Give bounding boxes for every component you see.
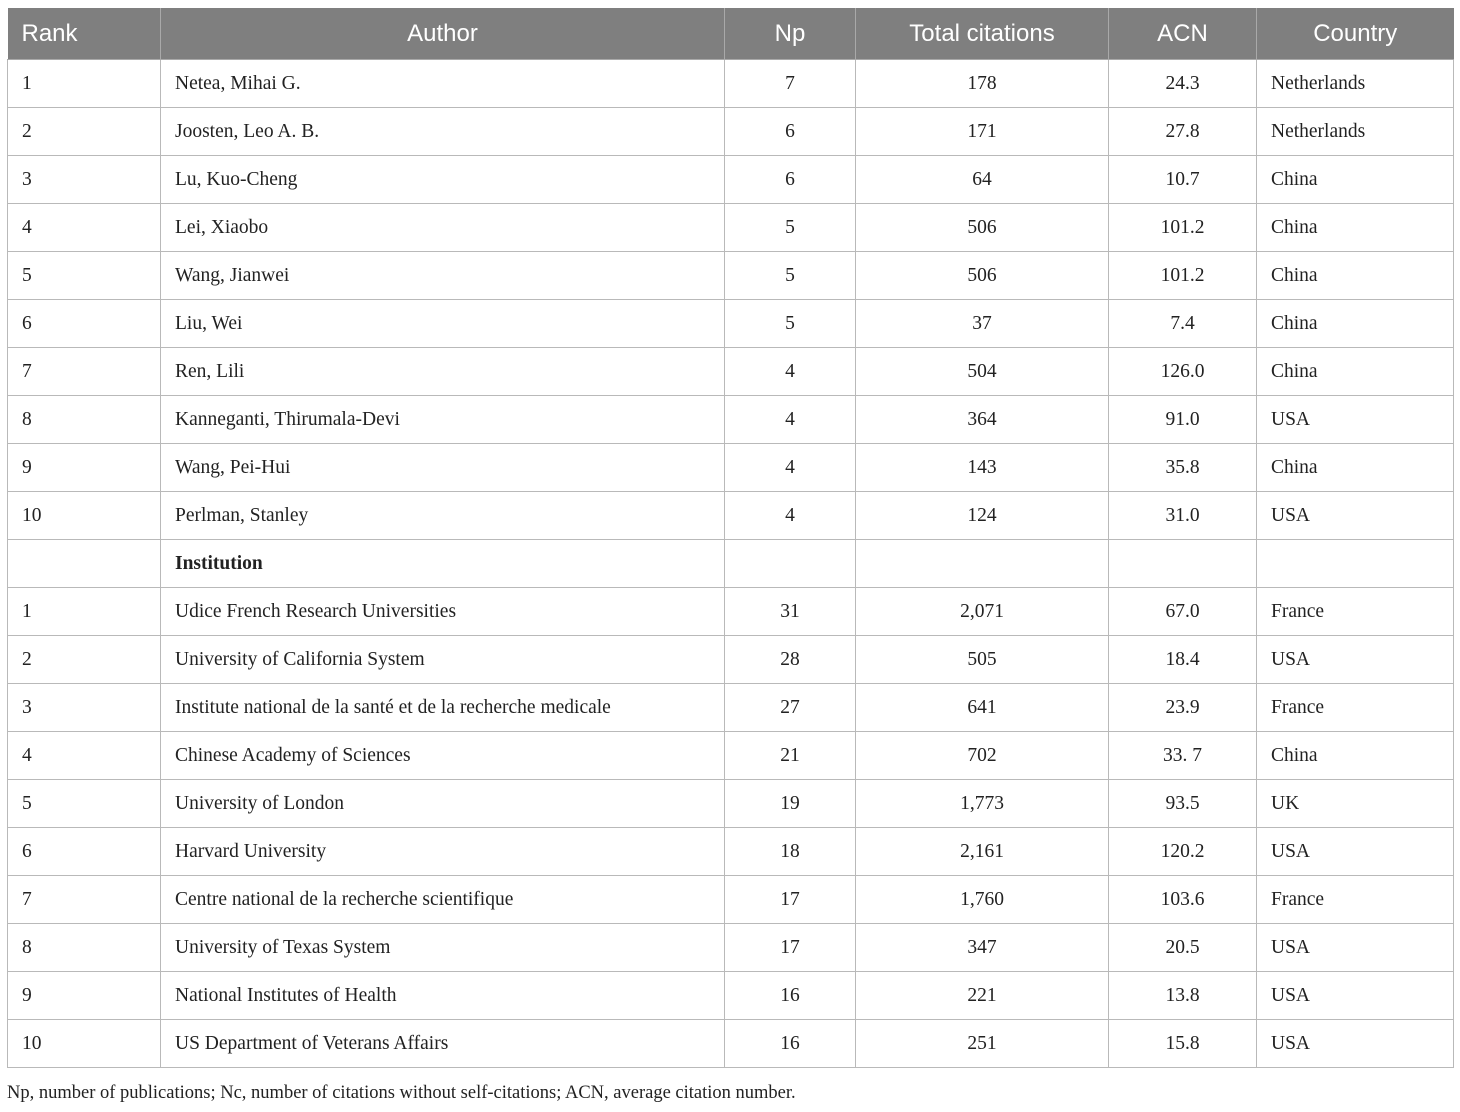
cell-name: Harvard University (161, 828, 725, 876)
institution-row (8, 828, 1454, 876)
cell-rank: 6 (8, 828, 161, 876)
cell-country: China (1257, 252, 1454, 300)
cell-acn: 103.6 (1109, 876, 1257, 924)
cell-acn: 33. 7 (1109, 732, 1257, 780)
section-empty-cell (1109, 540, 1257, 588)
cell-total-citations: 505 (856, 636, 1109, 684)
cell-name: University of London (161, 780, 725, 828)
cell-name: Lu, Kuo-Cheng (161, 156, 725, 204)
cell-total-citations: 364 (856, 396, 1109, 444)
cell-name: Joosten, Leo A. B. (161, 108, 725, 156)
cell-np: 4 (725, 492, 856, 540)
author-row (8, 156, 1454, 204)
cell-np: 18 (725, 828, 856, 876)
cell-name: Lei, Xiaobo (161, 204, 725, 252)
cell-acn: 101.2 (1109, 252, 1257, 300)
cell-name: Wang, Jianwei (161, 252, 725, 300)
section-label-institution: Institution (161, 540, 725, 588)
cell-acn: 126.0 (1109, 348, 1257, 396)
cell-country: China (1257, 732, 1454, 780)
cell-rank: 10 (8, 492, 161, 540)
header-total-citations: Total citations (856, 8, 1109, 60)
institution-row (8, 588, 1454, 636)
header-row (8, 8, 1454, 60)
cell-name: Udice French Research Universities (161, 588, 725, 636)
cell-name: University of California System (161, 636, 725, 684)
cell-np: 31 (725, 588, 856, 636)
section-empty-cell (8, 540, 161, 588)
cell-country: Netherlands (1257, 108, 1454, 156)
cell-country: UK (1257, 780, 1454, 828)
cell-rank: 10 (8, 1020, 161, 1068)
cell-total-citations: 506 (856, 204, 1109, 252)
cell-acn: 91.0 (1109, 396, 1257, 444)
institution-row (8, 732, 1454, 780)
cell-country: China (1257, 348, 1454, 396)
author-row (8, 348, 1454, 396)
cell-country: France (1257, 588, 1454, 636)
cell-acn: 31.0 (1109, 492, 1257, 540)
cell-name: Liu, Wei (161, 300, 725, 348)
cell-total-citations: 641 (856, 684, 1109, 732)
header-author: Author (161, 8, 725, 60)
cell-np: 16 (725, 972, 856, 1020)
cell-total-citations: 2,071 (856, 588, 1109, 636)
cell-acn: 35.8 (1109, 444, 1257, 492)
cell-acn: 67.0 (1109, 588, 1257, 636)
cell-rank: 1 (8, 588, 161, 636)
cell-np: 7 (725, 60, 856, 108)
cell-total-citations: 37 (856, 300, 1109, 348)
cell-country: China (1257, 156, 1454, 204)
cell-np: 27 (725, 684, 856, 732)
cell-name: Wang, Pei-Hui (161, 444, 725, 492)
author-row (8, 396, 1454, 444)
cell-rank: 8 (8, 924, 161, 972)
cell-acn: 10.7 (1109, 156, 1257, 204)
cell-name: Institute national de la santé et de la recherche medicale (161, 684, 725, 732)
cell-rank: 1 (8, 60, 161, 108)
cell-country: China (1257, 444, 1454, 492)
cell-name: US Department of Veterans Affairs (161, 1020, 725, 1068)
cell-np: 17 (725, 924, 856, 972)
cell-np: 28 (725, 636, 856, 684)
cell-acn: 18.4 (1109, 636, 1257, 684)
cell-acn: 24.3 (1109, 60, 1257, 108)
section-empty-cell (856, 540, 1109, 588)
cell-rank: 4 (8, 732, 161, 780)
institution-row (8, 1020, 1454, 1068)
cell-country: USA (1257, 828, 1454, 876)
cell-rank: 6 (8, 300, 161, 348)
cell-acn: 15.8 (1109, 1020, 1257, 1068)
header-acn: ACN (1109, 8, 1257, 60)
cell-rank: 9 (8, 972, 161, 1020)
cell-np: 5 (725, 204, 856, 252)
cell-rank: 3 (8, 684, 161, 732)
author-row (8, 444, 1454, 492)
cell-total-citations: 64 (856, 156, 1109, 204)
cell-np: 4 (725, 396, 856, 444)
table-footnote: Np, number of publications; Nc, number of citations without self-citations; ACN, average citation number. (7, 1083, 796, 1103)
cell-rank: 9 (8, 444, 161, 492)
cell-name: Kanneganti, Thirumala-Devi (161, 396, 725, 444)
cell-total-citations: 1,760 (856, 876, 1109, 924)
institution-row (8, 780, 1454, 828)
cell-name: University of Texas System (161, 924, 725, 972)
section-empty-cell (725, 540, 856, 588)
institution-row (8, 636, 1454, 684)
cell-np: 6 (725, 108, 856, 156)
cell-np: 17 (725, 876, 856, 924)
author-row (8, 300, 1454, 348)
cell-np: 4 (725, 348, 856, 396)
cell-total-citations: 178 (856, 60, 1109, 108)
cell-acn: 120.2 (1109, 828, 1257, 876)
institution-row (8, 972, 1454, 1020)
cell-acn: 13.8 (1109, 972, 1257, 1020)
cell-np: 21 (725, 732, 856, 780)
cell-total-citations: 702 (856, 732, 1109, 780)
cell-np: 16 (725, 1020, 856, 1068)
cell-rank: 2 (8, 108, 161, 156)
cell-np: 5 (725, 252, 856, 300)
cell-total-citations: 221 (856, 972, 1109, 1020)
cell-country: USA (1257, 492, 1454, 540)
cell-rank: 8 (8, 396, 161, 444)
cell-country: USA (1257, 636, 1454, 684)
cell-country: USA (1257, 972, 1454, 1020)
cell-total-citations: 251 (856, 1020, 1109, 1068)
cell-acn: 7.4 (1109, 300, 1257, 348)
cell-name: Centre national de la recherche scientifique (161, 876, 725, 924)
cell-rank: 7 (8, 348, 161, 396)
cell-total-citations: 506 (856, 252, 1109, 300)
institution-row (8, 684, 1454, 732)
cell-rank: 5 (8, 252, 161, 300)
cell-total-citations: 171 (856, 108, 1109, 156)
section-row-institution (8, 540, 1454, 588)
cell-country: Netherlands (1257, 60, 1454, 108)
header-np: Np (725, 8, 856, 60)
header-rank: Rank (8, 8, 161, 60)
cell-rank: 4 (8, 204, 161, 252)
cell-country: France (1257, 876, 1454, 924)
author-row (8, 60, 1454, 108)
cell-acn: 93.5 (1109, 780, 1257, 828)
cell-name: Chinese Academy of Sciences (161, 732, 725, 780)
cell-total-citations: 2,161 (856, 828, 1109, 876)
table-body (8, 60, 1454, 1068)
institution-row (8, 924, 1454, 972)
cell-country: USA (1257, 396, 1454, 444)
cell-name: Netea, Mihai G. (161, 60, 725, 108)
cell-rank: 2 (8, 636, 161, 684)
cell-np: 6 (725, 156, 856, 204)
cell-total-citations: 124 (856, 492, 1109, 540)
cell-total-citations: 504 (856, 348, 1109, 396)
author-row (8, 492, 1454, 540)
cell-np: 5 (725, 300, 856, 348)
cell-total-citations: 143 (856, 444, 1109, 492)
cell-acn: 27.8 (1109, 108, 1257, 156)
cell-np: 4 (725, 444, 856, 492)
table-header (8, 8, 1454, 60)
cell-name: Perlman, Stanley (161, 492, 725, 540)
cell-rank: 5 (8, 780, 161, 828)
cell-country: China (1257, 300, 1454, 348)
cell-name: National Institutes of Health (161, 972, 725, 1020)
cell-total-citations: 347 (856, 924, 1109, 972)
institution-row (8, 876, 1454, 924)
cell-country: USA (1257, 1020, 1454, 1068)
cell-np: 19 (725, 780, 856, 828)
author-row (8, 108, 1454, 156)
cell-name: Ren, Lili (161, 348, 725, 396)
cell-country: China (1257, 204, 1454, 252)
cell-rank: 3 (8, 156, 161, 204)
header-country: Country (1257, 8, 1454, 60)
cell-country: USA (1257, 924, 1454, 972)
cell-rank: 7 (8, 876, 161, 924)
cell-acn: 20.5 (1109, 924, 1257, 972)
cell-acn: 23.9 (1109, 684, 1257, 732)
ranking-table (7, 8, 1454, 1068)
ranking-table-container (7, 8, 1453, 1068)
section-empty-cell (1257, 540, 1454, 588)
cell-total-citations: 1,773 (856, 780, 1109, 828)
author-row (8, 204, 1454, 252)
author-row (8, 252, 1454, 300)
cell-country: France (1257, 684, 1454, 732)
cell-acn: 101.2 (1109, 204, 1257, 252)
